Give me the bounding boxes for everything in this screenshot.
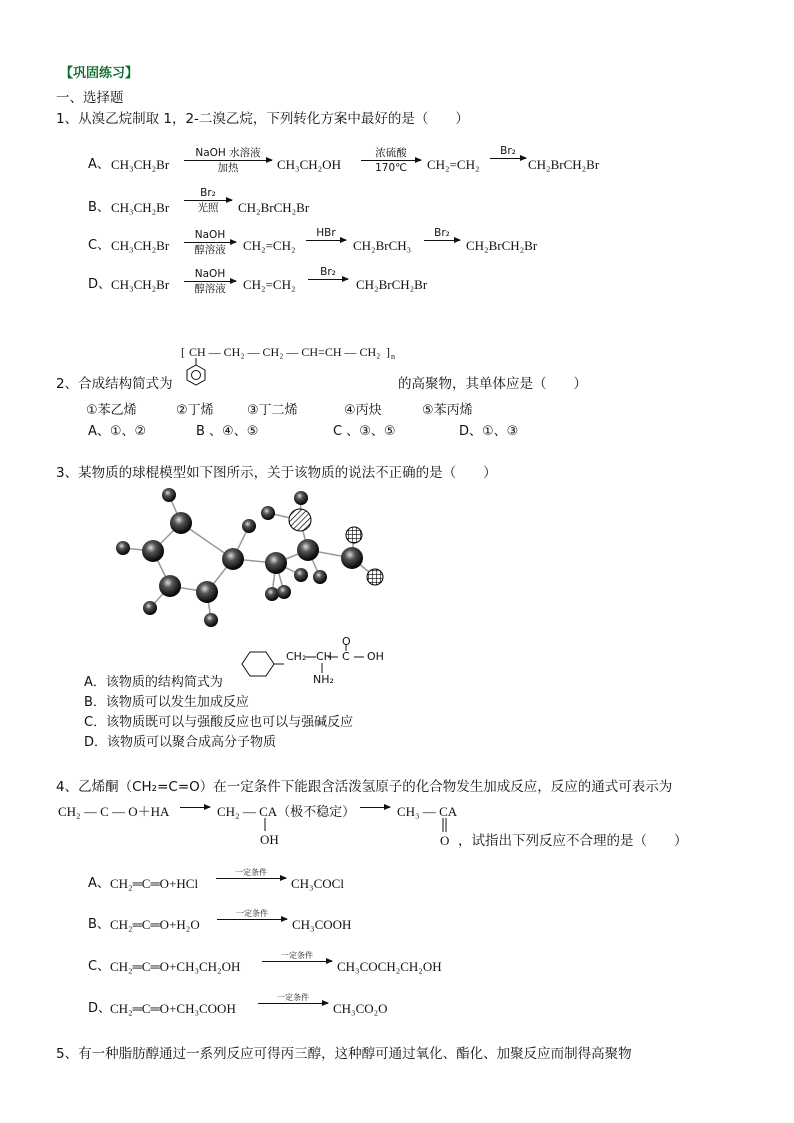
benzene-ring-icon: [184, 358, 214, 388]
monomer-3: ③丁二烯: [247, 403, 298, 418]
label-ch: CH: [316, 650, 332, 663]
option-letter: C、: [88, 959, 111, 974]
label-o: O: [342, 635, 351, 648]
formula-lhs: CH₂═C═O+H₂O: [110, 917, 200, 932]
eq-oh: OH: [260, 832, 279, 847]
eq-mid: CH₂ — CA（极不稳定）: [217, 804, 356, 819]
q4-stem: 4、乙烯酮（CH₂=C=O）在一定条件下能跟含活泼氢原子的化合物发生加成反应，反应的通式可表示为: [56, 779, 673, 795]
reaction-arrow: Br₂: [308, 266, 348, 281]
option-letter: D、: [88, 277, 112, 292]
formula-lhs: CH₂═C═O+CH₃CH₂OH: [110, 959, 241, 974]
formula: CH₂BrCH₂Br: [466, 238, 538, 253]
polymer-n: n: [391, 352, 395, 361]
eq-o: O: [440, 833, 450, 848]
reaction-arrow: Br₂: [424, 227, 460, 242]
q2-option-d[interactable]: D、①、③: [459, 424, 519, 439]
reaction-arrow: 一定条件: [258, 993, 328, 1005]
formula: CH₂BrCH₂Br: [528, 157, 600, 172]
reaction-arrow: 一定条件: [217, 909, 287, 921]
section-title: 【巩固练习】: [60, 66, 139, 81]
monomer-4: ④丙炔: [344, 403, 382, 418]
formula: CH₃CH₂Br: [111, 157, 170, 172]
formula-lhs: CH₂═C═O+HCl: [110, 876, 199, 891]
formula-rhs: CH₃COCl: [291, 876, 344, 891]
reaction-arrow: NaOH 水溶液 加热: [184, 147, 272, 174]
reaction-arrow: NaOH 醇溶液: [184, 268, 236, 295]
formula: CH₃CH₂Br: [111, 200, 170, 215]
double-bond: [440, 818, 450, 834]
q2-option-a[interactable]: A、①、②: [88, 424, 147, 439]
option-letter: D、: [88, 1001, 112, 1016]
option-letter: A、: [88, 876, 110, 891]
eq-right: CH₃ — CA: [397, 804, 458, 819]
monomer-1: ①苯乙烯: [86, 403, 137, 418]
formula: CH₂BrCH₂Br: [356, 277, 428, 292]
q3-option-d[interactable]: D．该物质可以聚合成高分子物质: [84, 735, 277, 750]
reaction-arrow: NaOH 醇溶液: [184, 229, 236, 256]
label-c: C: [342, 650, 350, 663]
q3-option-a[interactable]: A．该物质的结构简式为: [84, 675, 223, 690]
formula: CH₂BrCH₃: [353, 238, 412, 253]
option-letter: B、: [88, 917, 110, 932]
polymer-bracket-left: [: [181, 345, 185, 359]
q3-option-c[interactable]: C．该物质既可以与强酸反应也可以与强碱反应: [84, 715, 354, 730]
q2-stem-a: 2、合成结构简式为: [56, 376, 173, 392]
ball-and-stick-model: [108, 482, 398, 632]
reaction-arrow: HBr: [306, 227, 346, 242]
q2-option-b[interactable]: B 、④、⑤: [196, 424, 259, 439]
polymer-bracket-right: ]: [386, 345, 390, 359]
option-letter: A、: [88, 157, 110, 172]
monomer-2: ②丁烯: [176, 403, 214, 418]
q2-stem-b: 的高聚物，其单体应是（ ）: [398, 376, 587, 392]
formula: CH₃CH₂Br: [111, 238, 170, 253]
q5-stem: 5、有一种脂肪醇通过一系列反应可得丙三醇，这种醇可通过氧化、酯化、加聚反应而制得高聚物: [56, 1046, 632, 1062]
formula: CH₂BrCH₂Br: [238, 200, 310, 215]
q3-stem: 3、某物质的球棍模型如下图所示，关于该物质的说法不正确的是（ ）: [56, 465, 497, 481]
bond-line: [260, 818, 270, 832]
q2-option-c[interactable]: C 、③、⑤: [333, 424, 396, 439]
q1-stem: 1、从溴乙烷制取 1，2-二溴乙烷，下列转化方案中最好的是（ ）: [56, 111, 469, 127]
reaction-arrow: Br₂ 光照: [184, 187, 232, 214]
part-heading: 一、选择题: [56, 90, 124, 106]
formula: CH₂=CH₂: [243, 277, 296, 292]
formula: CH₂=CH₂: [427, 157, 480, 172]
monomer-5: ⑤苯丙烯: [422, 403, 473, 418]
formula: CH₂=CH₂: [243, 238, 296, 253]
formula-rhs: CH₃CO₂O: [333, 1001, 388, 1016]
formula-rhs: CH₃COOH: [292, 917, 352, 932]
formula-lhs: CH₂═C═O+CH₃COOH: [110, 1001, 236, 1016]
option-letter: B、: [88, 200, 110, 215]
label-oh: OH: [367, 650, 384, 663]
formula-rhs: CH₃COCH₂CH₂OH: [337, 959, 442, 974]
option-letter: C、: [88, 238, 111, 253]
label-ch2: CH₂: [286, 650, 307, 663]
reaction-arrow: Br₂: [490, 145, 526, 160]
formula: CH₃CH₂Br: [111, 277, 170, 292]
q4-stem-tail: ，试指出下列反应不合理的是（ ）: [458, 833, 688, 849]
reaction-arrow: [180, 806, 210, 809]
label-nh2: NH₂: [313, 673, 334, 686]
reaction-arrow: 一定条件: [262, 951, 332, 963]
reaction-arrow: 浓硫酸 170℃: [361, 147, 421, 174]
q3-option-b[interactable]: B．该物质可以发生加成反应: [84, 695, 249, 710]
reaction-arrow: [360, 806, 390, 809]
eq-left: CH₂ — C — O＋HA: [58, 804, 170, 819]
polymer-chain: CH — CH₂ — CH₂ — CH=CH — CH₂: [189, 345, 381, 359]
reaction-arrow: 一定条件: [216, 868, 286, 880]
formula: CH₃CH₂OH: [277, 157, 341, 172]
